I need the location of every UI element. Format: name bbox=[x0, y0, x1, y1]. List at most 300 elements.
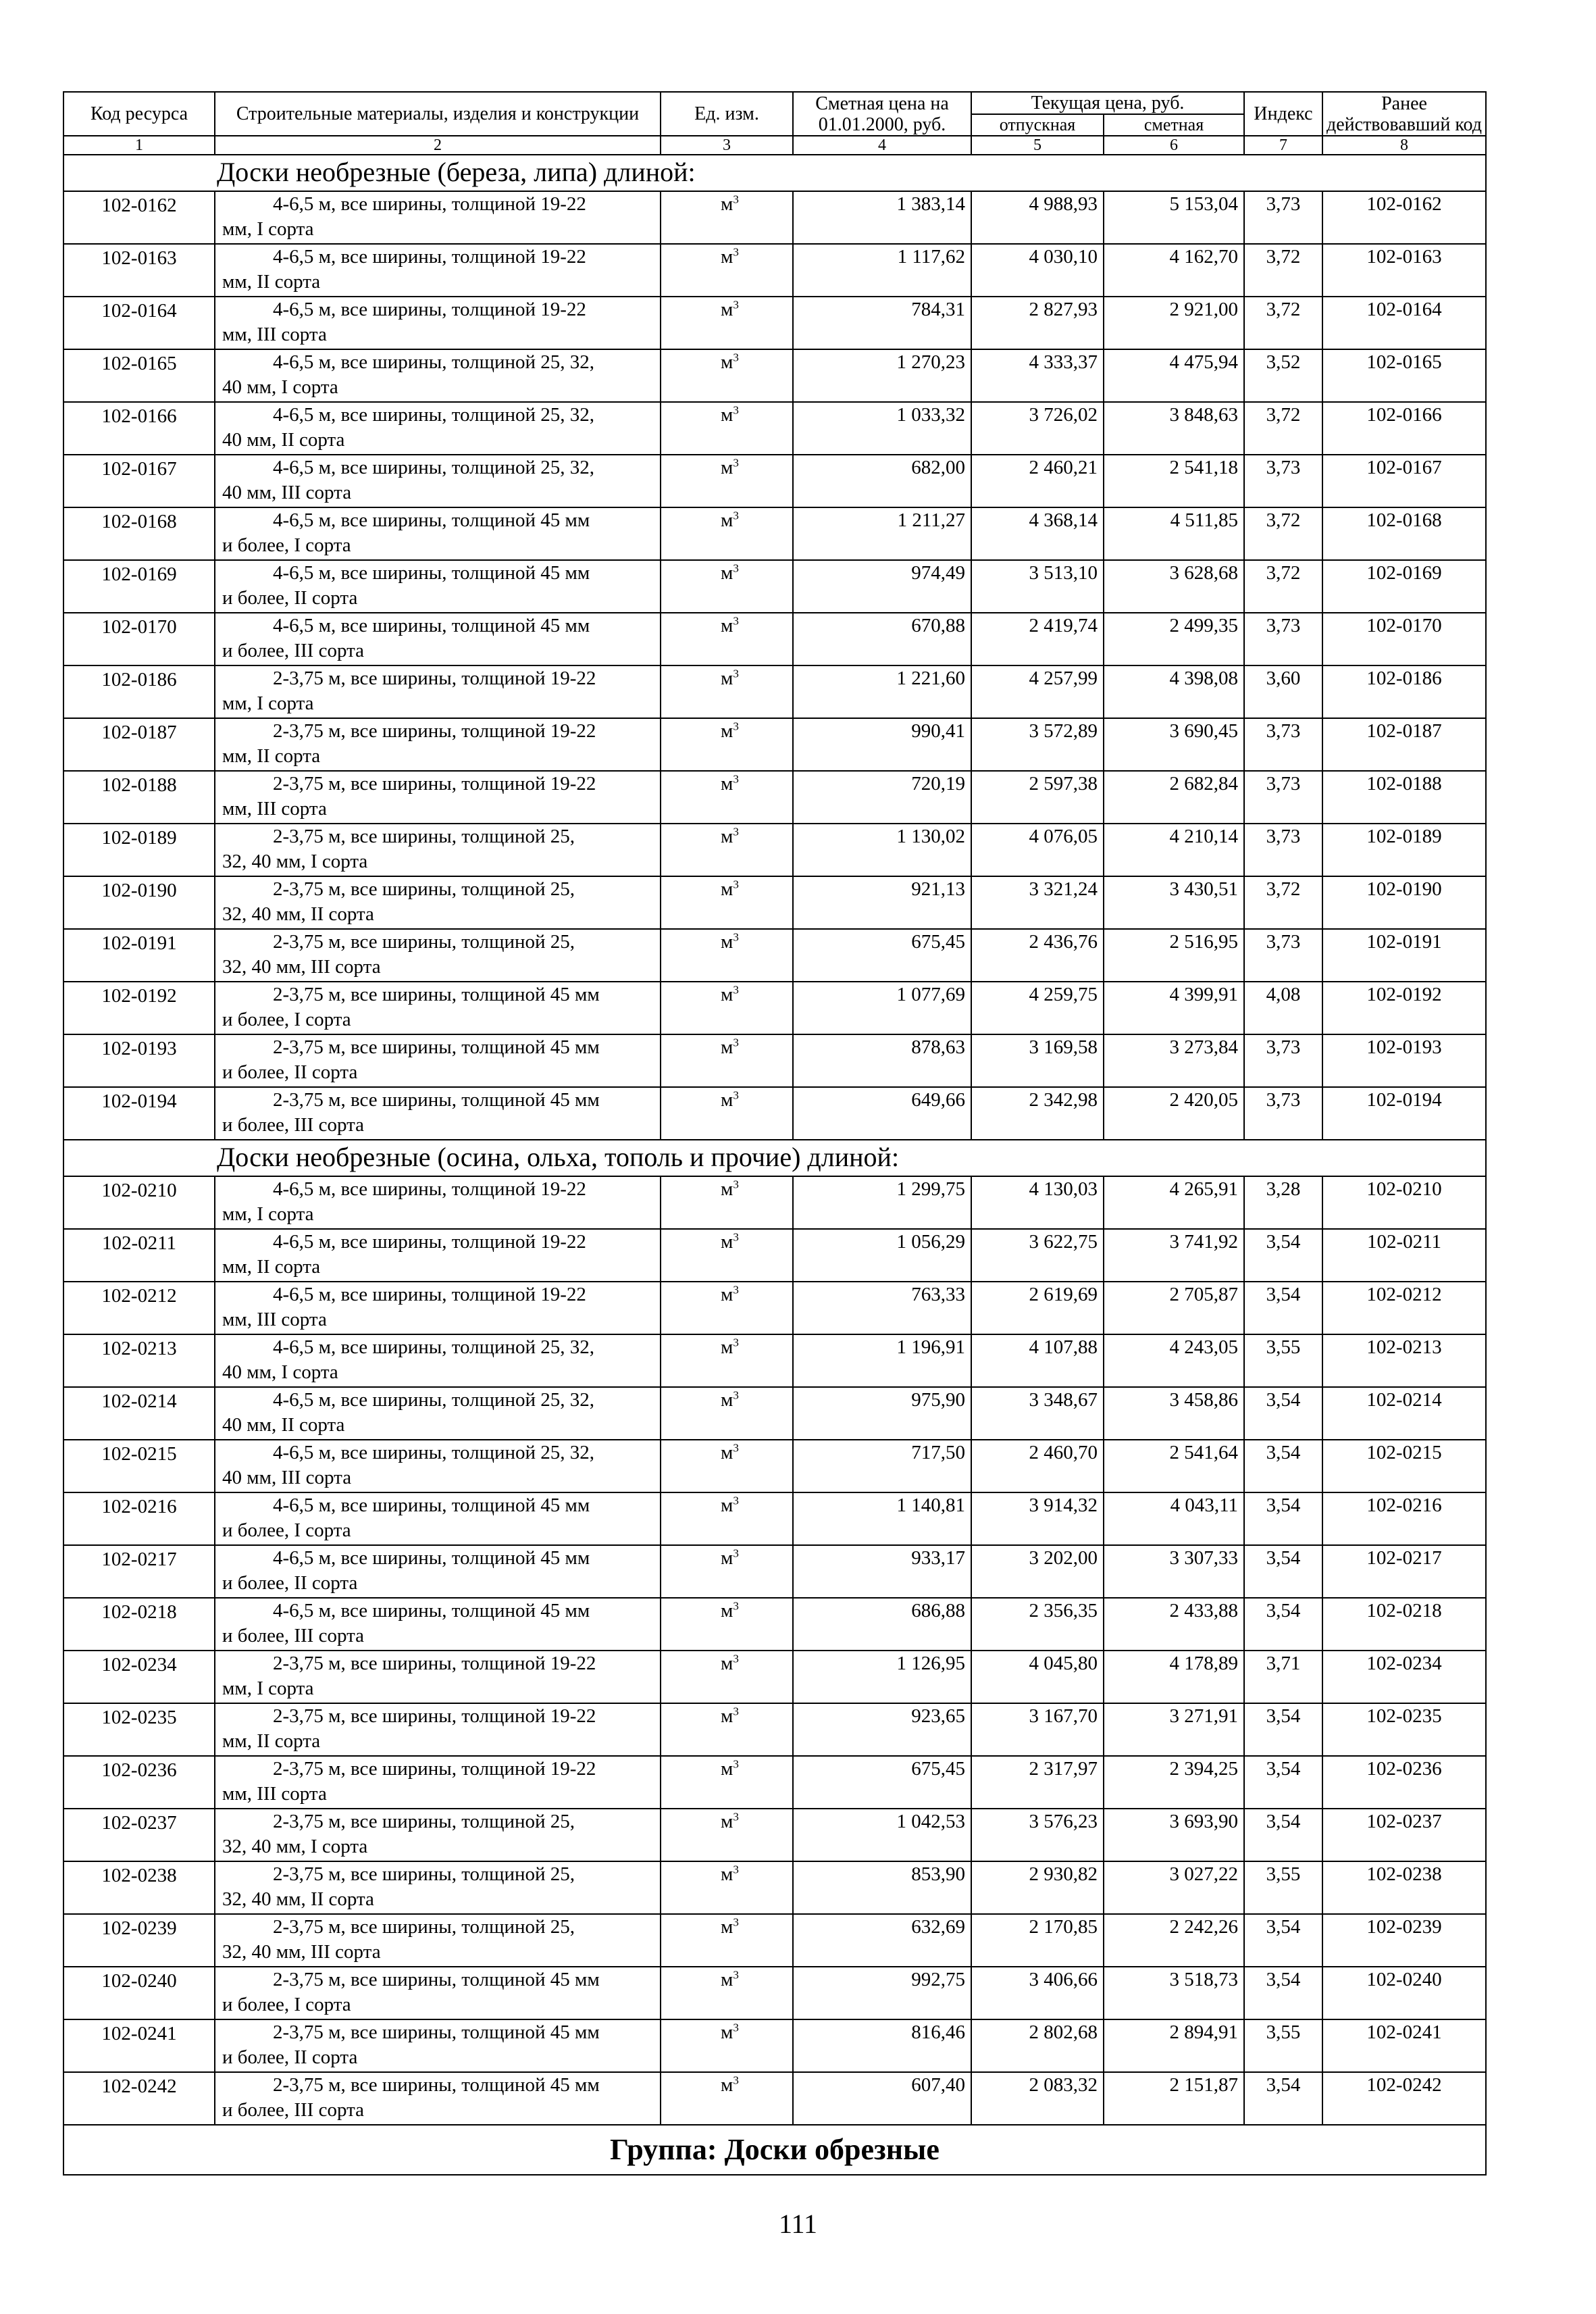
resource-code: 102-0188 bbox=[63, 771, 215, 824]
resource-code: 102-0167 bbox=[63, 455, 215, 507]
price-table-sheet bbox=[63, 91, 1487, 2175]
previous-code: 102-0191 bbox=[1322, 929, 1486, 982]
unit-label: м bbox=[721, 2021, 733, 2043]
unit-cell bbox=[661, 2072, 793, 2125]
previous-code: 102-0238 bbox=[1322, 1861, 1486, 1914]
release-price: 2 827,93 bbox=[971, 297, 1104, 349]
unit-cell bbox=[661, 1809, 793, 1861]
unit-cell bbox=[661, 1492, 793, 1545]
description-line-2: мм, II сорта bbox=[222, 1256, 321, 1278]
release-price: 3 576,23 bbox=[971, 1809, 1104, 1861]
description-line-1: 2-3,75 м, все ширины, толщиной 25, bbox=[273, 1811, 575, 1832]
previous-code: 102-0236 bbox=[1322, 1756, 1486, 1809]
previous-code: 102-0188 bbox=[1322, 771, 1486, 824]
unit-cell bbox=[661, 1914, 793, 1967]
unit-cell bbox=[661, 244, 793, 297]
release-price: 2 317,97 bbox=[971, 1756, 1104, 1809]
resource-code: 102-0189 bbox=[63, 824, 215, 876]
material-description bbox=[215, 455, 661, 507]
unit-cell bbox=[661, 349, 793, 402]
previous-code: 102-0240 bbox=[1322, 1967, 1486, 2019]
release-price: 3 169,58 bbox=[971, 1034, 1104, 1087]
table-row bbox=[63, 191, 1486, 244]
unit-label: м bbox=[721, 1916, 733, 1938]
description-line-1: 4-6,5 м, все ширины, толщиной 25, 32, bbox=[273, 1389, 595, 1411]
estimated-price: 4 399,91 bbox=[1104, 982, 1244, 1034]
material-description bbox=[215, 1440, 661, 1492]
resource-code: 102-0191 bbox=[63, 929, 215, 982]
description-line-2: 32, 40 мм, I сорта bbox=[222, 851, 368, 872]
material-description bbox=[215, 876, 661, 929]
column-number: 7 bbox=[1244, 136, 1322, 155]
description-line-1: 2-3,75 м, все ширины, толщиной 19-22 bbox=[273, 1653, 596, 1674]
previous-code: 102-0237 bbox=[1322, 1809, 1486, 1861]
estimate-price-2000: 921,13 bbox=[793, 876, 971, 929]
price-index: 3,72 bbox=[1244, 507, 1322, 560]
previous-code: 102-0242 bbox=[1322, 2072, 1486, 2125]
material-description bbox=[215, 2019, 661, 2072]
estimated-price: 3 628,68 bbox=[1104, 560, 1244, 613]
unit-label: м bbox=[721, 404, 733, 426]
estimate-price-2000: 1 126,95 bbox=[793, 1651, 971, 1703]
estimated-price: 4 043,11 bbox=[1104, 1492, 1244, 1545]
resource-code: 102-0235 bbox=[63, 1703, 215, 1756]
material-description bbox=[215, 1545, 661, 1598]
estimate-price-2000: 1 117,62 bbox=[793, 244, 971, 297]
estimated-price: 2 541,64 bbox=[1104, 1440, 1244, 1492]
unit-power: 3 bbox=[733, 1283, 739, 1297]
header-index: Индекс bbox=[1244, 92, 1322, 136]
table-row bbox=[63, 1861, 1486, 1914]
resource-code: 102-0215 bbox=[63, 1440, 215, 1492]
release-price: 2 419,74 bbox=[971, 613, 1104, 665]
description-line-1: 4-6,5 м, все ширины, толщиной 45 мм bbox=[273, 1547, 590, 1569]
resource-code: 102-0163 bbox=[63, 244, 215, 297]
group-row bbox=[63, 2125, 1486, 2175]
unit-label: м bbox=[721, 1653, 733, 1674]
price-index: 3,72 bbox=[1244, 244, 1322, 297]
table-row bbox=[63, 1282, 1486, 1334]
table-row bbox=[63, 1087, 1486, 1140]
unit-label: м bbox=[721, 193, 733, 215]
unit-power: 3 bbox=[733, 983, 739, 997]
estimate-price-2000: 923,65 bbox=[793, 1703, 971, 1756]
column-number: 5 bbox=[971, 136, 1104, 155]
table-row bbox=[63, 929, 1486, 982]
table-row bbox=[63, 718, 1486, 771]
release-price: 3 572,89 bbox=[971, 718, 1104, 771]
estimated-price: 4 475,94 bbox=[1104, 349, 1244, 402]
material-description bbox=[215, 982, 661, 1034]
previous-code: 102-0169 bbox=[1322, 560, 1486, 613]
previous-code: 102-0217 bbox=[1322, 1545, 1486, 1598]
table-row bbox=[63, 2072, 1486, 2125]
material-description bbox=[215, 1598, 661, 1651]
release-price: 3 202,00 bbox=[971, 1545, 1104, 1598]
resource-code: 102-0170 bbox=[63, 613, 215, 665]
previous-code: 102-0162 bbox=[1322, 191, 1486, 244]
unit-cell bbox=[661, 191, 793, 244]
previous-code: 102-0214 bbox=[1322, 1387, 1486, 1440]
estimated-price: 2 433,88 bbox=[1104, 1598, 1244, 1651]
estimated-price: 5 153,04 bbox=[1104, 191, 1244, 244]
description-line-2: и более, II сорта bbox=[222, 1572, 358, 1594]
price-index: 3,73 bbox=[1244, 824, 1322, 876]
previous-code: 102-0187 bbox=[1322, 718, 1486, 771]
price-index: 3,54 bbox=[1244, 1967, 1322, 2019]
estimated-price: 3 690,45 bbox=[1104, 718, 1244, 771]
previous-code: 102-0163 bbox=[1322, 244, 1486, 297]
estimate-price-2000: 990,41 bbox=[793, 718, 971, 771]
unit-label: м bbox=[721, 1284, 733, 1305]
material-description bbox=[215, 1176, 661, 1229]
unit-label: м bbox=[721, 1969, 733, 1990]
estimate-price-2000: 1 130,02 bbox=[793, 824, 971, 876]
unit-power: 3 bbox=[733, 667, 739, 680]
description-line-2: и более, III сорта bbox=[222, 1625, 364, 1646]
estimated-price: 2 394,25 bbox=[1104, 1756, 1244, 1809]
unit-cell bbox=[661, 1282, 793, 1334]
estimate-price-2000: 1 221,60 bbox=[793, 665, 971, 718]
price-index: 3,55 bbox=[1244, 1861, 1322, 1914]
description-line-1: 4-6,5 м, все ширины, толщиной 45 мм bbox=[273, 1600, 590, 1621]
unit-power: 3 bbox=[733, 298, 739, 311]
estimate-price-2000: 878,63 bbox=[793, 1034, 971, 1087]
description-line-2: и более, III сорта bbox=[222, 2099, 364, 2121]
estimated-price: 3 741,92 bbox=[1104, 1229, 1244, 1282]
release-price: 3 726,02 bbox=[971, 402, 1104, 455]
section-title: Доски необрезные (осина, ольха, тополь и прочие) длиной: bbox=[63, 1140, 1486, 1176]
material-description bbox=[215, 507, 661, 560]
estimate-price-2000: 1 042,53 bbox=[793, 1809, 971, 1861]
unit-label: м bbox=[721, 1231, 733, 1253]
price-index: 3,73 bbox=[1244, 718, 1322, 771]
price-index: 3,72 bbox=[1244, 560, 1322, 613]
price-index: 3,28 bbox=[1244, 1176, 1322, 1229]
price-index: 3,54 bbox=[1244, 1809, 1322, 1861]
header-materials: Строительные материалы, изделия и конструкции bbox=[215, 92, 661, 136]
price-index: 3,55 bbox=[1244, 1334, 1322, 1387]
unit-power: 3 bbox=[733, 1036, 739, 1049]
header-estimated-price: сметная bbox=[1104, 114, 1244, 136]
release-price: 4 076,05 bbox=[971, 824, 1104, 876]
unit-power: 3 bbox=[733, 1178, 739, 1191]
price-index: 3,73 bbox=[1244, 929, 1322, 982]
column-number: 6 bbox=[1104, 136, 1244, 155]
price-index: 3,54 bbox=[1244, 1282, 1322, 1334]
price-index: 3,55 bbox=[1244, 2019, 1322, 2072]
resource-code: 102-0168 bbox=[63, 507, 215, 560]
estimate-price-2000: 853,90 bbox=[793, 1861, 971, 1914]
description-line-2: мм, III сорта bbox=[222, 1783, 327, 1805]
table-row bbox=[63, 1492, 1486, 1545]
description-line-2: 32, 40 мм, III сорта bbox=[222, 1941, 381, 1963]
unit-cell bbox=[661, 1756, 793, 1809]
estimated-price: 3 518,73 bbox=[1104, 1967, 1244, 2019]
previous-code: 102-0234 bbox=[1322, 1651, 1486, 1703]
unit-label: м bbox=[721, 1705, 733, 1727]
table-row bbox=[63, 1756, 1486, 1809]
resource-code: 102-0190 bbox=[63, 876, 215, 929]
description-line-2: мм, I сорта bbox=[222, 693, 314, 714]
description-line-1: 4-6,5 м, все ширины, толщиной 19-22 bbox=[273, 1284, 586, 1305]
unit-cell bbox=[661, 297, 793, 349]
estimated-price: 4 243,05 bbox=[1104, 1334, 1244, 1387]
resource-code: 102-0210 bbox=[63, 1176, 215, 1229]
unit-power: 3 bbox=[733, 193, 739, 206]
release-price: 2 597,38 bbox=[971, 771, 1104, 824]
unit-label: м bbox=[721, 615, 733, 636]
release-price: 2 356,35 bbox=[971, 1598, 1104, 1651]
previous-code: 102-0212 bbox=[1322, 1282, 1486, 1334]
description-line-2: и более, I сорта bbox=[222, 1009, 351, 1030]
description-line-2: 40 мм, I сорта bbox=[222, 376, 338, 398]
unit-power: 3 bbox=[733, 1088, 739, 1102]
column-number: 3 bbox=[661, 136, 793, 155]
previous-code: 102-0235 bbox=[1322, 1703, 1486, 1756]
release-price: 4 988,93 bbox=[971, 191, 1104, 244]
material-description bbox=[215, 1914, 661, 1967]
estimated-price: 2 420,05 bbox=[1104, 1087, 1244, 1140]
table-row bbox=[63, 665, 1486, 718]
estimated-price: 3 271,91 bbox=[1104, 1703, 1244, 1756]
unit-label: м bbox=[721, 1389, 733, 1411]
release-price: 4 107,88 bbox=[971, 1334, 1104, 1387]
material-description bbox=[215, 1282, 661, 1334]
resource-code: 102-0169 bbox=[63, 560, 215, 613]
estimated-price: 3 693,90 bbox=[1104, 1809, 1244, 1861]
header-release-price: отпускная bbox=[971, 114, 1104, 136]
description-line-2: мм, III сорта bbox=[222, 798, 327, 820]
description-line-2: 40 мм, III сорта bbox=[222, 482, 352, 503]
description-line-1: 2-3,75 м, все ширины, толщиной 45 мм bbox=[273, 1036, 600, 1058]
previous-code: 102-0164 bbox=[1322, 297, 1486, 349]
estimated-price: 2 499,35 bbox=[1104, 613, 1244, 665]
unit-label: м bbox=[721, 931, 733, 953]
release-price: 4 333,37 bbox=[971, 349, 1104, 402]
release-price: 2 802,68 bbox=[971, 2019, 1104, 2072]
estimate-price-2000: 1 270,23 bbox=[793, 349, 971, 402]
material-description bbox=[215, 665, 661, 718]
estimate-price-2000: 1 077,69 bbox=[793, 982, 971, 1034]
unit-cell bbox=[661, 1651, 793, 1703]
description-line-1: 4-6,5 м, все ширины, толщиной 25, 32, bbox=[273, 404, 595, 426]
price-index: 3,54 bbox=[1244, 1229, 1322, 1282]
material-description bbox=[215, 244, 661, 297]
previous-code: 102-0216 bbox=[1322, 1492, 1486, 1545]
column-number: 1 bbox=[63, 136, 215, 155]
page-number: 111 bbox=[778, 2209, 818, 2239]
unit-cell bbox=[661, 929, 793, 982]
material-description bbox=[215, 718, 661, 771]
table-row bbox=[63, 244, 1486, 297]
description-line-2: и более, III сорта bbox=[222, 1114, 364, 1136]
material-description bbox=[215, 297, 661, 349]
estimated-price: 2 516,95 bbox=[1104, 929, 1244, 982]
unit-power: 3 bbox=[733, 1757, 739, 1771]
previous-code: 102-0194 bbox=[1322, 1087, 1486, 1140]
table-row bbox=[63, 1967, 1486, 2019]
previous-code: 102-0211 bbox=[1322, 1229, 1486, 1282]
header-code: Код ресурса bbox=[63, 92, 215, 136]
unit-label: м bbox=[721, 878, 733, 900]
estimated-price: 2 921,00 bbox=[1104, 297, 1244, 349]
estimated-price: 2 151,87 bbox=[1104, 2072, 1244, 2125]
estimate-price-2000: 975,90 bbox=[793, 1387, 971, 1440]
unit-label: м bbox=[721, 1600, 733, 1621]
description-line-1: 2-3,75 м, все ширины, толщиной 19-22 bbox=[273, 720, 596, 742]
previous-code: 102-0239 bbox=[1322, 1914, 1486, 1967]
unit-label: м bbox=[721, 562, 733, 584]
table-row bbox=[63, 1545, 1486, 1598]
estimate-price-2000: 607,40 bbox=[793, 2072, 971, 2125]
unit-power: 3 bbox=[733, 1230, 739, 1244]
price-index: 3,60 bbox=[1244, 665, 1322, 718]
price-index: 3,72 bbox=[1244, 876, 1322, 929]
description-line-2: 40 мм, II сорта bbox=[222, 429, 345, 451]
price-index: 3,73 bbox=[1244, 191, 1322, 244]
description-line-1: 4-6,5 м, все ширины, толщиной 19-22 bbox=[273, 246, 586, 268]
estimate-price-2000: 717,50 bbox=[793, 1440, 971, 1492]
description-line-2: и более, II сорта bbox=[222, 587, 358, 609]
unit-power: 3 bbox=[733, 351, 739, 364]
table-row bbox=[63, 507, 1486, 560]
unit-cell bbox=[661, 1334, 793, 1387]
resource-code: 102-0242 bbox=[63, 2072, 215, 2125]
estimate-price-2000: 682,00 bbox=[793, 455, 971, 507]
unit-cell bbox=[661, 1087, 793, 1140]
material-description bbox=[215, 1034, 661, 1087]
resource-code: 102-0166 bbox=[63, 402, 215, 455]
group-title: Группа: Доски обрезные bbox=[63, 2125, 1486, 2175]
material-description bbox=[215, 349, 661, 402]
estimated-price: 3 273,84 bbox=[1104, 1034, 1244, 1087]
table-row bbox=[63, 824, 1486, 876]
resource-code: 102-0193 bbox=[63, 1034, 215, 1087]
unit-label: м bbox=[721, 1178, 733, 1200]
unit-power: 3 bbox=[733, 456, 739, 470]
resource-code: 102-0194 bbox=[63, 1087, 215, 1140]
estimated-price: 3 307,33 bbox=[1104, 1545, 1244, 1598]
resource-code: 102-0241 bbox=[63, 2019, 215, 2072]
estimated-price: 3 430,51 bbox=[1104, 876, 1244, 929]
price-index: 3,52 bbox=[1244, 349, 1322, 402]
unit-cell bbox=[661, 455, 793, 507]
unit-label: м bbox=[721, 984, 733, 1005]
price-index: 3,54 bbox=[1244, 1703, 1322, 1756]
table-row bbox=[63, 297, 1486, 349]
estimated-price: 3 027,22 bbox=[1104, 1861, 1244, 1914]
column-number: 8 bbox=[1322, 136, 1486, 155]
description-line-2: 40 мм, III сорта bbox=[222, 1467, 352, 1488]
unit-power: 3 bbox=[733, 1652, 739, 1665]
unit-cell bbox=[661, 1703, 793, 1756]
description-line-2: 32, 40 мм, II сорта bbox=[222, 903, 374, 925]
table-row bbox=[63, 982, 1486, 1034]
material-description bbox=[215, 1809, 661, 1861]
unit-cell bbox=[661, 876, 793, 929]
description-line-1: 2-3,75 м, все ширины, толщиной 19-22 bbox=[273, 773, 596, 795]
table-row bbox=[63, 1914, 1486, 1967]
release-price: 4 368,14 bbox=[971, 507, 1104, 560]
unit-label: м bbox=[721, 826, 733, 847]
description-line-1: 2-3,75 м, все ширины, толщиной 45 мм bbox=[273, 2074, 600, 2096]
unit-label: м bbox=[721, 457, 733, 478]
estimated-price: 4 178,89 bbox=[1104, 1651, 1244, 1703]
description-line-1: 4-6,5 м, все ширины, толщиной 45 мм bbox=[273, 615, 590, 636]
unit-power: 3 bbox=[733, 403, 739, 417]
price-index: 4,08 bbox=[1244, 982, 1322, 1034]
unit-power: 3 bbox=[733, 561, 739, 575]
material-description bbox=[215, 1334, 661, 1387]
description-line-1: 2-3,75 м, все ширины, толщиной 25, bbox=[273, 826, 575, 847]
description-line-2: и более, I сорта bbox=[222, 534, 351, 556]
estimate-price-2000: 933,17 bbox=[793, 1545, 971, 1598]
table-row bbox=[63, 1334, 1486, 1387]
resource-code: 102-0212 bbox=[63, 1282, 215, 1334]
unit-power: 3 bbox=[733, 930, 739, 944]
estimate-price-2000: 974,49 bbox=[793, 560, 971, 613]
estimated-price: 2 894,91 bbox=[1104, 2019, 1244, 2072]
table-row bbox=[63, 771, 1486, 824]
release-price: 2 619,69 bbox=[971, 1282, 1104, 1334]
release-price: 2 170,85 bbox=[971, 1914, 1104, 1967]
price-index: 3,72 bbox=[1244, 297, 1322, 349]
material-description bbox=[215, 1861, 661, 1914]
description-line-1: 2-3,75 м, все ширины, толщиной 25, bbox=[273, 1916, 575, 1938]
column-number: 2 bbox=[215, 136, 661, 155]
section-row bbox=[63, 1140, 1486, 1176]
previous-code: 102-0190 bbox=[1322, 876, 1486, 929]
unit-power: 3 bbox=[733, 1810, 739, 1823]
material-description bbox=[215, 771, 661, 824]
description-line-1: 2-3,75 м, все ширины, толщиной 19-22 bbox=[273, 1758, 596, 1780]
material-description bbox=[215, 824, 661, 876]
header-unit: Ед. изм. bbox=[661, 92, 793, 136]
material-description bbox=[215, 1756, 661, 1809]
unit-cell bbox=[661, 1440, 793, 1492]
unit-cell bbox=[661, 2019, 793, 2072]
column-number: 4 bbox=[793, 136, 971, 155]
unit-power: 3 bbox=[733, 245, 739, 259]
estimate-price-2000: 1 196,91 bbox=[793, 1334, 971, 1387]
table-row bbox=[63, 1809, 1486, 1861]
material-description bbox=[215, 1087, 661, 1140]
estimate-price-2000: 686,88 bbox=[793, 1598, 971, 1651]
price-index: 3,54 bbox=[1244, 1440, 1322, 1492]
unit-label: м bbox=[721, 1036, 733, 1058]
unit-label: м bbox=[721, 246, 733, 268]
release-price: 3 348,67 bbox=[971, 1387, 1104, 1440]
previous-code: 102-0241 bbox=[1322, 2019, 1486, 2072]
resource-code: 102-0165 bbox=[63, 349, 215, 402]
price-index: 3,54 bbox=[1244, 1492, 1322, 1545]
unit-label: м bbox=[721, 773, 733, 795]
description-line-2: мм, II сорта bbox=[222, 271, 321, 293]
release-price: 4 257,99 bbox=[971, 665, 1104, 718]
description-line-2: и более, II сорта bbox=[222, 2046, 358, 2068]
price-index: 3,54 bbox=[1244, 1598, 1322, 1651]
unit-label: м bbox=[721, 1336, 733, 1358]
previous-code: 102-0215 bbox=[1322, 1440, 1486, 1492]
unit-label: м bbox=[721, 2074, 733, 2096]
unit-power: 3 bbox=[733, 720, 739, 733]
resource-code: 102-0237 bbox=[63, 1809, 215, 1861]
estimated-price: 2 705,87 bbox=[1104, 1282, 1244, 1334]
price-table-body bbox=[63, 155, 1486, 2175]
release-price: 2 342,98 bbox=[971, 1087, 1104, 1140]
release-price: 2 460,21 bbox=[971, 455, 1104, 507]
